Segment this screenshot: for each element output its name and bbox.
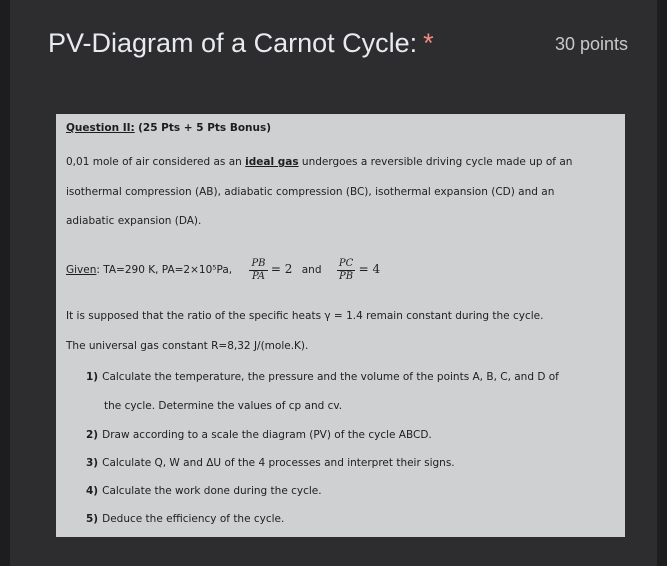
question-title xyxy=(48,28,434,59)
intro-line-3: adiabatic expansion (DA). xyxy=(66,215,202,227)
intro-line-2: isothermal compression (AB), adiabatic compression (BC), isothermal expansion (CD) and an xyxy=(66,186,555,198)
list-item-1 xyxy=(86,371,559,383)
ratio-pc-pb-num: PC xyxy=(338,257,354,269)
ratio-pb-pa-value: = 2 xyxy=(270,262,293,276)
list-item-1-cont xyxy=(104,400,342,412)
list-item-text: Draw according to a scale the diagram (PV) of the cycle ABCD. xyxy=(102,429,432,441)
gamma-line: It is supposed that the ratio of the specific heats γ = 1.4 remain constant during the cycle. xyxy=(66,310,544,322)
given-values: : TA=290 K, PA=2×10⁵Pa, xyxy=(96,264,233,276)
question-header xyxy=(48,28,628,68)
list-item-3 xyxy=(86,457,455,469)
ratio-and: and xyxy=(301,264,322,276)
ratio-pb-pa-num: PB xyxy=(251,257,266,269)
intro-1a: 0,01 mole of air considered as an xyxy=(66,156,246,168)
list-item-number: 2) xyxy=(86,429,99,441)
ratio-pb-pa-den: PA xyxy=(251,270,266,282)
ratio-pc-pb xyxy=(337,258,355,283)
list-item-2 xyxy=(86,429,432,441)
list-item-text: Calculate the work done during the cycle. xyxy=(102,485,322,497)
question-image xyxy=(56,114,625,537)
points-label: 30 points xyxy=(554,34,628,54)
list-item-4 xyxy=(86,485,322,497)
question-title-text: PV-Diagram of a Carnot Cycle: xyxy=(48,28,418,58)
heading-note: (25 Pts + 5 Pts Bonus) xyxy=(138,122,272,134)
list-item-text: the cycle. Determine the values of cp and cv. xyxy=(104,400,343,412)
question-heading xyxy=(66,122,271,134)
ratio-pb-pa xyxy=(249,258,267,283)
list-item-number: 1) xyxy=(86,371,99,383)
list-item-number: 5) xyxy=(86,513,99,525)
list-item-number: 4) xyxy=(86,485,99,497)
gas-constant-line: The universal gas constant R=8,32 J/(mole.K). xyxy=(66,340,309,352)
list-item-text: Calculate the temperature, the pressure and the volume of the points A, B, C, and D of xyxy=(102,371,559,383)
intro-ideal-gas: ideal gas xyxy=(245,156,299,168)
given-line xyxy=(66,252,380,286)
list-item-text: Deduce the efficiency of the cycle. xyxy=(102,513,285,525)
list-item-number: 3) xyxy=(86,457,99,469)
intro-line-1 xyxy=(66,156,572,168)
ratio-pc-pb-value: = 4 xyxy=(358,262,381,276)
ratio-pc-pb-den: PB xyxy=(339,270,354,282)
list-item-5 xyxy=(86,513,284,525)
list-item-text: Calculate Q, W and ΔU of the 4 processes and interpret their signs. xyxy=(102,457,455,469)
given-label: Given xyxy=(66,264,97,276)
required-marker: * xyxy=(423,28,434,58)
intro-1b: undergoes a reversible driving cycle made up of an xyxy=(298,156,573,168)
heading-label: Question II: xyxy=(66,122,135,134)
